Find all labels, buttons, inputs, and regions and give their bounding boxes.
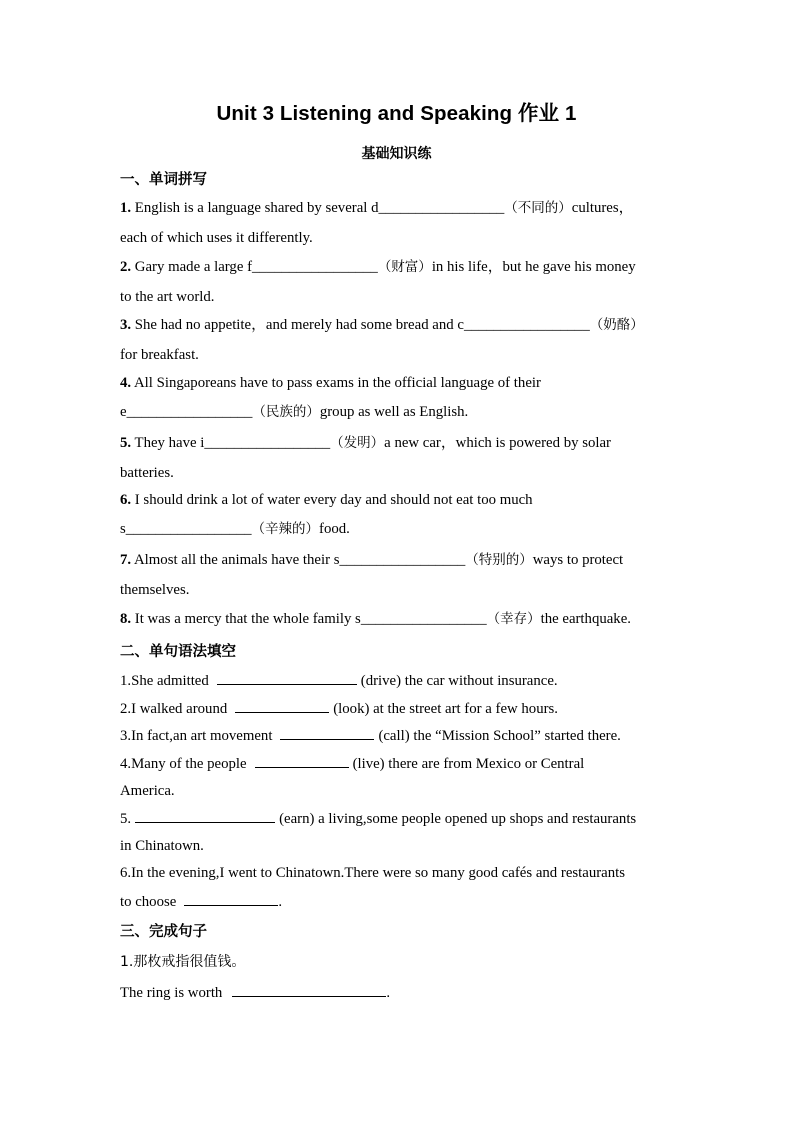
- grammar-q5-line2: in Chinatown.: [120, 838, 204, 854]
- question-number: 4.: [120, 375, 132, 391]
- question-text: to choose: [120, 894, 177, 910]
- question-text: (look) at the street art for a few hours.: [333, 701, 558, 717]
- chinese-hint: （不同的）: [504, 200, 572, 216]
- section-heading-complete-sentences: 三、完成句子: [120, 924, 207, 940]
- question-number: 2.: [120, 259, 132, 275]
- question-text: (drive) the car without insurance.: [360, 673, 558, 689]
- spelling-q3-line1: [120, 316, 644, 334]
- section-heading-spelling: 一、单词拼写: [120, 172, 207, 188]
- question-number: 3.: [120, 317, 132, 333]
- answer-blank[interactable]: [232, 983, 386, 997]
- chinese-hint: （民族的）: [252, 404, 320, 420]
- question-text: .: [278, 894, 283, 910]
- question-text: a new car，which is powered by solar: [384, 435, 611, 451]
- section-heading-grammar: 二、单句语法填空: [120, 644, 236, 660]
- question-text: She had no appetite，and merely had some bread and c: [131, 317, 464, 333]
- question-text: 5.: [120, 811, 132, 827]
- question-text: (call) the “Mission School” started there.: [378, 728, 621, 744]
- grammar-q2: [120, 699, 558, 718]
- spelling-q4-line1: [120, 374, 541, 392]
- spelling-q6-line2: [120, 520, 350, 538]
- spelling-q4-line2: [120, 403, 468, 421]
- page-title: Unit 3 Listening and Speaking 作业 1: [216, 102, 577, 125]
- grammar-q3: [120, 726, 621, 745]
- answer-blank[interactable]: _________________: [378, 200, 505, 216]
- chinese-sentence: 1.那枚戒指很值钱。: [120, 954, 246, 970]
- grammar-q6-line2: [120, 892, 282, 911]
- spelling-q2-line2: to the art world.: [120, 289, 215, 305]
- question-text: It was a mercy that the whole family s: [131, 611, 361, 627]
- spelling-q3-line2: for breakfast.: [120, 347, 199, 363]
- answer-blank[interactable]: _________________: [339, 552, 466, 568]
- answer-blank[interactable]: _________________: [126, 404, 253, 420]
- question-text: cultures，: [571, 200, 634, 216]
- question-text: The ring is worth: [120, 985, 223, 1001]
- question-text: English is a language shared by several d: [131, 200, 379, 216]
- question-text: the earthquake.: [540, 611, 631, 627]
- question-text: food.: [319, 521, 350, 537]
- chinese-hint: （特别的）: [465, 552, 533, 568]
- answer-blank[interactable]: [280, 726, 374, 740]
- grammar-q6-line1: 6.In the evening,I went to Chinatown.There were so many good cafés and restaurants: [120, 865, 625, 881]
- answer-blank[interactable]: _________________: [204, 435, 331, 451]
- answer-blank[interactable]: _________________: [125, 521, 252, 537]
- question-text: 1.She admitted: [120, 673, 209, 689]
- question-text: 2.I walked around: [120, 701, 228, 717]
- question-text: e: [120, 404, 127, 420]
- question-number: 8.: [120, 611, 132, 627]
- chinese-hint: （财富）: [377, 259, 432, 275]
- question-number: 7.: [120, 552, 132, 568]
- spelling-q6-line1: [120, 491, 533, 509]
- answer-blank[interactable]: _________________: [463, 317, 590, 333]
- answer-blank[interactable]: [184, 892, 278, 906]
- question-text: s: [120, 521, 126, 537]
- spelling-q7-line1: [120, 551, 623, 569]
- question-number: 6.: [120, 492, 132, 508]
- translation-q1-english: [120, 983, 390, 1002]
- grammar-q4-line2: America.: [120, 783, 175, 799]
- answer-blank[interactable]: [217, 671, 357, 685]
- spelling-q1-line1: [120, 199, 633, 217]
- spelling-q2-line1: [120, 258, 636, 276]
- question-text: (live) there are from Mexico or Central: [352, 756, 585, 772]
- spelling-q5-line1: [120, 434, 611, 452]
- answer-blank[interactable]: [235, 699, 329, 713]
- chinese-hint: （幸存）: [486, 611, 541, 627]
- question-text: All Singaporeans have to pass exams in the official language of their: [131, 375, 541, 391]
- question-text: group as well as English.: [319, 404, 469, 420]
- spelling-q8-line1: [120, 610, 631, 628]
- question-text: Almost all the animals have their s: [131, 552, 340, 568]
- page-subtitle: 基础知识练: [361, 146, 432, 162]
- answer-blank[interactable]: _________________: [252, 259, 378, 275]
- question-number: 5.: [120, 435, 132, 451]
- question-text: (earn) a living,some people opened up shops and restaurants: [279, 811, 637, 827]
- chinese-hint: （奶酪）: [589, 317, 644, 333]
- answer-blank[interactable]: _________________: [360, 611, 487, 627]
- spelling-q1-line2: each of which uses it differently.: [120, 230, 313, 246]
- spelling-q5-line2: batteries.: [120, 465, 174, 481]
- question-text: 3.In fact,an art movement: [120, 728, 273, 744]
- question-text: I should drink a lot of water every day and should not eat too much: [131, 492, 533, 508]
- question-text: They have i: [131, 435, 205, 451]
- question-text: .: [386, 985, 391, 1001]
- grammar-q1: [120, 671, 558, 690]
- question-text: in his life，but he gave his money: [431, 259, 636, 275]
- translation-q1-chinese: [120, 953, 245, 971]
- grammar-q5-line1: [120, 809, 636, 828]
- chinese-hint: （辛辣的）: [251, 521, 320, 537]
- question-text: Gary made a large f: [131, 259, 253, 275]
- chinese-hint: （发明）: [330, 435, 385, 451]
- answer-blank[interactable]: [135, 809, 275, 823]
- grammar-q4-line1: [120, 754, 584, 773]
- question-text: ways to protect: [532, 552, 624, 568]
- question-number: 1.: [120, 200, 132, 216]
- spelling-q7-line2: themselves.: [120, 582, 190, 598]
- answer-blank[interactable]: [255, 754, 349, 768]
- question-text: 4.Many of the people: [120, 756, 247, 772]
